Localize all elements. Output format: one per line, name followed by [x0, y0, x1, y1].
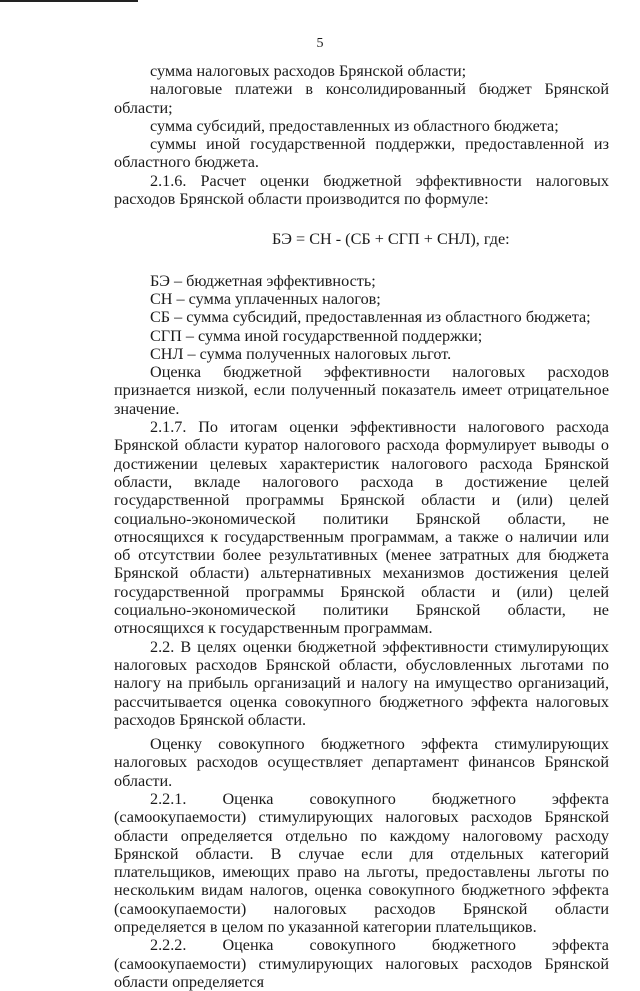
definition-sn: СН – сумма уплаченных налогов;	[150, 289, 381, 308]
paragraph-assessment-dept: Оценку совокупного бюджетного эффекта стимулирующих налоговых расходов осуществляет департамент финансов Брянской области.	[114, 735, 609, 790]
top-rule-line	[0, 0, 138, 2]
definition-sb: СБ – сумма субсидий, предоставленная из областного бюджета;	[150, 308, 591, 327]
list-item-subsidies: сумма субсидий, предоставленных из областного бюджета;	[150, 116, 559, 135]
document-body	[114, 62, 609, 991]
list-item-state-support: суммы иной государственной поддержки, предоставленной из областного бюджета.	[114, 135, 609, 172]
page-number: 5	[316, 36, 324, 51]
list-item-tax-payments: налоговые платежи в консолидированный бюджет Брянской области;	[114, 80, 609, 117]
paragraph-2-1-7: 2.1.7. По итогам оценки эффективности налогового расхода Брянской области куратор налогового расхода формулирует выводы о достижении целевых характеристик налогового расхода Брянской области, вкладе налогового расхода в достижение целей государственной программы Брянской области и (или) целей социально-экономической политики Брянской области, не относящихся к государственным программам, а также о наличии или об отсутствии более результативных (менее затратных для бюджета Брянской области) альтернативных механизмов достижения целей государственной программы Брянской области и (или) целей социально-экономической политики Брянской области, не относящихся к государственным программам.	[114, 418, 609, 638]
definition-snl: СНЛ – сумма полученных налоговых льгот.	[150, 344, 452, 363]
formula: БЭ = СН - (СБ + СГП + СНЛ), где:	[272, 230, 510, 249]
definition-sgp: СГП – сумма иной государственной поддержки;	[150, 326, 483, 345]
definition-be: БЭ – бюджетная эффективность;	[150, 271, 376, 290]
paragraph-2-2-2: 2.2.2. Оценка совокупного бюджетного эффекта (самоокупаемости) стимулирующих налоговых расходов Брянской области определяется	[114, 936, 609, 991]
paragraph-2-2: 2.2. В целях оценки бюджетной эффективности стимулирующих налоговых расходов Брянской области, обусловленных льготами по налогу на прибыль организаций и налогу на имущество организаций, рассчитывается оценка совокупного бюджетного эффекта налоговых расходов Брянской области.	[114, 637, 609, 729]
paragraph-low-efficiency: Оценка бюджетной эффективности налоговых расходов признается низкой, если полученный показатель имеет отрицательное значение.	[114, 363, 609, 418]
paragraph-2-2-1: 2.2.1. Оценка совокупного бюджетного эффекта (самоокупаемости) стимулирующих налоговых расходов Брянской области определяется отдельно по каждому налоговому расходу Брянской области. В случае если для отдельных категорий плательщиков, имеющих право на льготы, предоставлены льготы по нескольким видам налогов, оценка совокупного бюджетного эффекта (самоокупаемости) налоговых расходов Брянской области определяется в целом по указанной категории плательщиков.	[114, 789, 609, 937]
paragraph-2-1-6: 2.1.6. Расчет оценки бюджетной эффективности налоговых расходов Брянской области производится по формуле:	[114, 171, 609, 209]
list-item-tax-expenses: сумма налоговых расходов Брянской области;	[150, 62, 467, 80]
